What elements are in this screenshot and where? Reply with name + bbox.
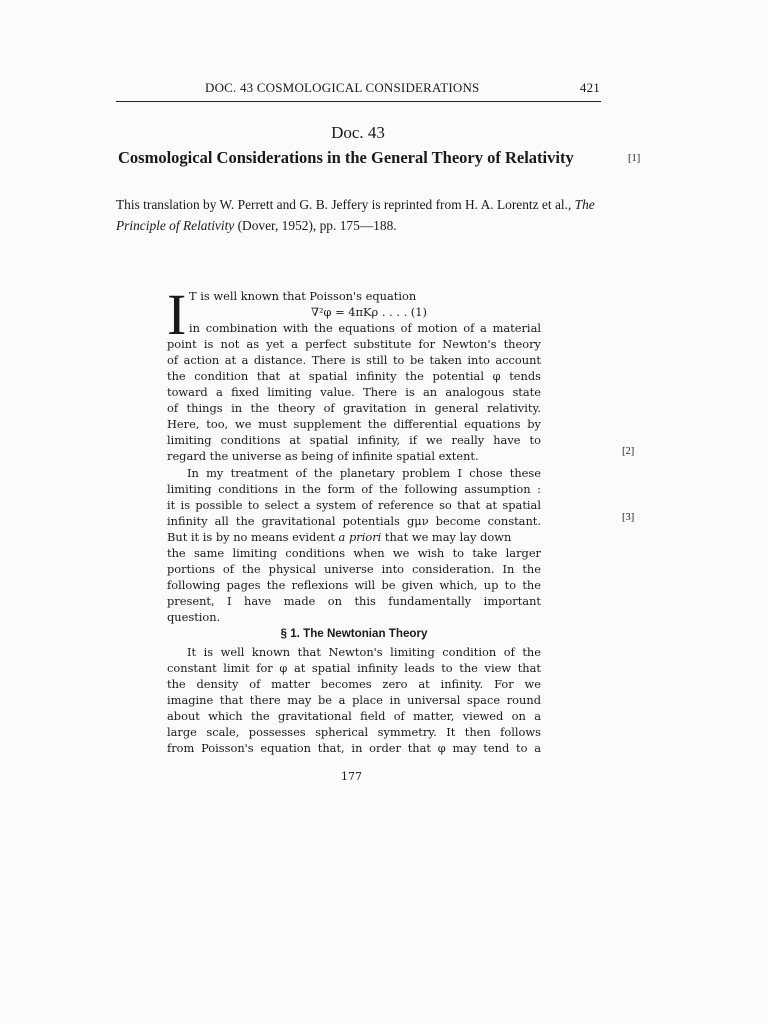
- body-line: portions of the physical universe into consideration. In the: [167, 561, 541, 576]
- body-line: imagine that there may be a place in universal space round: [167, 693, 541, 708]
- drop-cap: I: [167, 282, 187, 347]
- body-line: regard the universe as being of infinite spatial extent.: [167, 449, 479, 464]
- body-line: Here, too, we must supplement the differential equations by: [167, 417, 541, 432]
- footer-page-number: 177: [341, 770, 362, 783]
- body-text: [167, 282, 541, 756]
- body-line: large scale, possesses spherical symmetry. It then follows: [167, 725, 541, 740]
- running-head-page-number: 421: [579, 80, 600, 95]
- translation-note: [116, 194, 606, 236]
- body-line: question.: [167, 609, 221, 624]
- body-line: of things in the theory of gravitation in general relativity.: [167, 401, 541, 416]
- body-line: point is not as yet a perfect substitute for Newton's theory: [167, 337, 541, 352]
- a-priori-italic: a priori: [338, 529, 382, 544]
- body-line: limiting conditions in the form of the following assumption :: [167, 481, 541, 496]
- section-heading: § 1. The Newtonian Theory: [280, 626, 428, 640]
- body-line: constant limit for φ at spatial infinity leads to the view that: [167, 661, 541, 676]
- body-line: following pages the reflexions will be given which, up to the: [167, 577, 541, 592]
- body-line: in combination with the equations of motion of a material: [189, 321, 541, 336]
- running-head-title: DOC. 43 COSMOLOGICAL CONSIDERATIONS: [205, 80, 480, 95]
- body-line: infinity all the gravitational potentials gμν become constant.: [167, 513, 541, 528]
- body-line: limiting conditions at spatial infinity, if we really have to: [167, 433, 541, 448]
- book-title: The Principle of Relativity: [116, 197, 595, 233]
- body-line: about which the gravitational field of matter, viewed on a: [167, 709, 541, 724]
- body-line: It is well known that Newton's limiting condition of the: [187, 645, 541, 660]
- body-line: the density of matter becomes zero at infinity. For we: [167, 677, 541, 692]
- equation-1: ∇²φ = 4πKρ . . . . (1): [311, 305, 427, 320]
- body-line: of action at a distance. There is still to be taken into account: [167, 353, 541, 368]
- header-rule: [116, 101, 601, 102]
- body-line: In my treatment of the planetary problem I chose these: [187, 465, 541, 480]
- margin-note-3: [3]: [622, 512, 635, 523]
- translation-note-tail: (Dover, 1952), pp. 175—188.: [234, 218, 397, 233]
- doc-label: Doc. 43: [331, 123, 385, 142]
- body-line: it is possible to select a system of reference so that at spatial: [167, 497, 541, 512]
- body-line: toward a fixed limiting value. There is an analogous state: [167, 385, 541, 400]
- body-line: present, I have made on this fundamentally important: [167, 593, 541, 608]
- body-line: from Poisson's equation that, in order that φ may tend to a: [167, 741, 541, 756]
- body-line: the same limiting conditions when we wish to take larger: [167, 545, 541, 560]
- body-line: T is well known that Poisson's equation: [189, 289, 417, 303]
- doc-title: Cosmological Considerations in the General Theory of Relativity: [118, 148, 574, 167]
- body-line-end: that we may lay down: [381, 529, 512, 544]
- translation-note-text: This translation by W. Perrett and G. B. Jeffery is reprinted from H. A. Lorentz et al.,: [116, 197, 575, 212]
- margin-note-2: [2]: [622, 446, 635, 457]
- body-line-start: But it is by no means evident: [167, 529, 339, 544]
- body-line: the condition that at spatial infinity the potential φ tends: [167, 369, 541, 384]
- body-line: [167, 529, 541, 545]
- margin-note-1: [1]: [628, 153, 641, 164]
